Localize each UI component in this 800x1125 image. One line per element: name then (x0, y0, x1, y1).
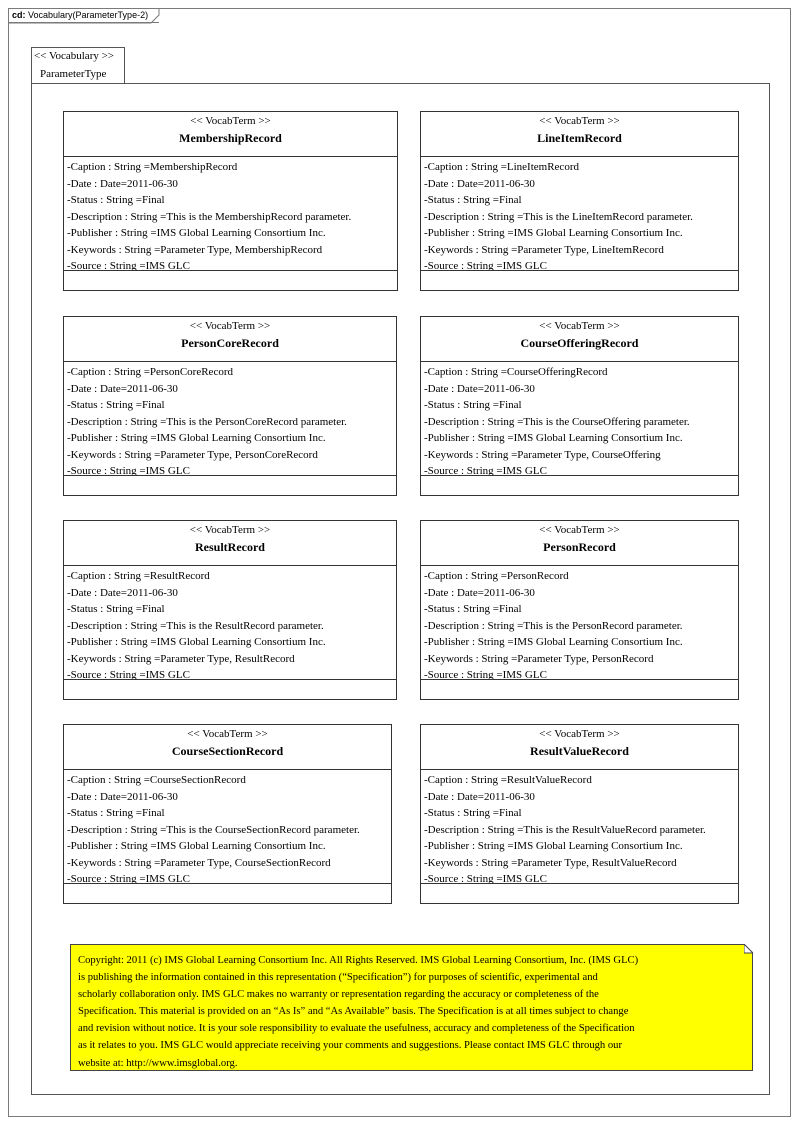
class-attribute: -Source : String =IMS GLC (67, 873, 190, 884)
class-attribute: -Status : String =Final (67, 603, 165, 615)
class-attributes (64, 770, 391, 884)
package-name: ParameterType (40, 68, 107, 80)
class-attribute: -Keywords : String =Parameter Type, ResultValueRecord (424, 856, 677, 869)
class-stereotype: << VocabTerm >> (539, 524, 620, 536)
frame-label (12, 9, 148, 21)
class-header (421, 521, 738, 566)
class-attribute: -Keywords : String =Parameter Type, CourseSectionRecord (67, 856, 331, 869)
class-attribute: -Description : String =This is the ResultRecord parameter. (67, 619, 324, 632)
note-line: is publishing the information contained in this representation (“Specification”) for purposes of scientific, experimental and (78, 972, 598, 984)
class-attribute: -Publisher : String =IMS Global Learning Consortium Inc. (424, 636, 683, 648)
class-attribute: -Caption : String =ResultValueRecord (424, 774, 592, 786)
class-name: PersonCoreRecord (181, 336, 279, 350)
class-name: PersonRecord (543, 540, 616, 554)
class-attribute: -Publisher : String =IMS Global Learning Consortium Inc. (424, 227, 683, 239)
class-box-membership-record (63, 111, 398, 291)
class-attribute: -Keywords : String =Parameter Type, CourseOffering (424, 448, 661, 461)
class-attribute: -Status : String =Final (67, 194, 165, 206)
class-attribute: -Source : String =IMS GLC (67, 669, 190, 680)
class-name: ResultRecord (195, 540, 265, 554)
class-attribute: -Date : Date=2011-06-30 (424, 382, 535, 395)
class-box-course-offering-record (420, 316, 739, 496)
class-attribute: -Date : Date=2011-06-30 (67, 177, 178, 190)
class-attribute: -Keywords : String =Parameter Type, PersonCoreRecord (67, 448, 318, 461)
package-stereotype: << Vocabulary >> (34, 50, 115, 62)
class-attribute: -Caption : String =CourseOfferingRecord (424, 366, 608, 378)
note-fold-corner-icon (744, 944, 753, 953)
class-attribute: -Status : String =Final (67, 399, 165, 411)
class-attribute: -Status : String =Final (424, 399, 522, 411)
class-attribute: -Keywords : String =Parameter Type, PersonRecord (424, 652, 654, 665)
class-attributes (421, 157, 738, 271)
note-line: as it relates to you. IMS GLC would appreciate receiving your comments and suggestions. Please contact IMS GLC through our (78, 1040, 622, 1052)
class-attribute: -Source : String =IMS GLC (424, 873, 547, 884)
class-attribute: -Status : String =Final (424, 194, 522, 206)
class-attribute: -Date : Date=2011-06-30 (424, 586, 535, 599)
note-line: Copyright: 2011 (c) IMS Global Learning Consortium Inc. All Rights Reserved. IMS Global Learning Consortium, Inc. (IMS GLC) (78, 955, 639, 966)
class-attribute: -Caption : String =ResultRecord (67, 570, 210, 582)
note-line: Specification. This material is provided on an “As Is” and “As Available” basis. The Specification is at all times subject to change (78, 1006, 629, 1018)
class-attribute: -Source : String =IMS GLC (67, 260, 190, 271)
class-attribute: -Publisher : String =IMS Global Learning Consortium Inc. (424, 840, 683, 852)
class-attribute: -Caption : String =PersonCoreRecord (67, 366, 233, 378)
class-attribute: -Caption : String =PersonRecord (424, 570, 569, 582)
package-tab (31, 47, 125, 84)
class-stereotype: << VocabTerm >> (539, 115, 620, 127)
class-header (421, 725, 738, 770)
class-attribute: -Description : String =This is the ResultValueRecord parameter. (424, 823, 706, 836)
class-box-result-record (63, 520, 397, 700)
class-attribute: -Publisher : String =IMS Global Learning Consortium Inc. (67, 636, 326, 648)
class-attribute: -Caption : String =MembershipRecord (67, 161, 238, 173)
class-attribute: -Status : String =Final (424, 807, 522, 819)
class-attributes (421, 566, 738, 680)
class-attribute: -Date : Date=2011-06-30 (67, 790, 178, 803)
note-line: and revision without notice. It is your sole responsibility to evaluate the usefulness, accuracy and completeness of the Specification (78, 1023, 635, 1035)
class-attribute: -Keywords : String =Parameter Type, MembershipRecord (67, 243, 323, 256)
class-attributes (421, 362, 738, 476)
class-attribute: -Source : String =IMS GLC (67, 465, 190, 476)
class-name: LineItemRecord (537, 131, 622, 145)
class-name: ResultValueRecord (530, 744, 629, 758)
class-attribute: -Source : String =IMS GLC (424, 669, 547, 680)
class-attribute: -Source : String =IMS GLC (424, 465, 547, 476)
class-box-person-core-record (63, 316, 397, 496)
class-name: MembershipRecord (179, 131, 282, 145)
class-attribute: -Status : String =Final (424, 603, 522, 615)
class-attributes (421, 770, 738, 884)
class-attribute: -Status : String =Final (67, 807, 165, 819)
class-attributes (64, 566, 396, 680)
class-attribute: -Description : String =This is the PersonCoreRecord parameter. (67, 415, 347, 428)
class-stereotype: << VocabTerm >> (539, 728, 620, 740)
class-attribute: -Publisher : String =IMS Global Learning Consortium Inc. (424, 432, 683, 444)
class-attribute: -Description : String =This is the LineItemRecord parameter. (424, 210, 693, 223)
class-attribute: -Publisher : String =IMS Global Learning Consortium Inc. (67, 432, 326, 444)
class-stereotype: << VocabTerm >> (187, 728, 268, 740)
class-attribute: -Keywords : String =Parameter Type, ResultRecord (67, 652, 295, 665)
class-box-line-item-record (420, 111, 739, 291)
class-name: CourseSectionRecord (171, 744, 284, 758)
class-attribute: -Publisher : String =IMS Global Learning Consortium Inc. (67, 840, 326, 852)
class-header (64, 725, 391, 770)
note-text (78, 952, 638, 1072)
copyright-note (70, 944, 753, 1071)
class-attribute: -Publisher : String =IMS Global Learning Consortium Inc. (67, 227, 326, 239)
class-attribute: -Date : Date=2011-06-30 (424, 177, 535, 190)
class-attribute: -Source : String =IMS GLC (424, 260, 547, 271)
class-attribute: -Description : String =This is the MembershipRecord parameter. (67, 210, 352, 223)
note-line: scholarly collaboration only. IMS GLC makes no warranty or representation regarding the accuracy or completeness of the (78, 989, 599, 1001)
class-header (421, 317, 738, 362)
class-attribute: -Description : String =This is the CourseOffering parameter. (424, 415, 690, 428)
class-header (421, 112, 738, 157)
class-attribute: -Description : String =This is the PersonRecord parameter. (424, 619, 683, 632)
class-attribute: -Caption : String =CourseSectionRecord (67, 774, 246, 786)
class-header (64, 521, 396, 566)
class-stereotype: << VocabTerm >> (189, 524, 271, 536)
frame-label-prefix: cd: (12, 10, 26, 20)
class-attributes (64, 157, 397, 271)
class-attribute: -Caption : String =LineItemRecord (424, 161, 579, 173)
class-stereotype: << VocabTerm >> (190, 115, 271, 127)
class-stereotype: << VocabTerm >> (539, 320, 620, 332)
class-attribute: -Date : Date=2011-06-30 (67, 382, 178, 395)
class-attributes (64, 362, 396, 476)
class-attribute: -Date : Date=2011-06-30 (67, 586, 178, 599)
class-stereotype: << VocabTerm >> (189, 320, 271, 332)
class-attribute: -Date : Date=2011-06-30 (424, 790, 535, 803)
class-attribute: -Keywords : String =Parameter Type, LineItemRecord (424, 243, 664, 256)
note-line: website at: http://www.imsglobal.org. (78, 1057, 238, 1069)
class-header (64, 112, 397, 157)
class-box-person-record (420, 520, 739, 700)
frame-label-text: Vocabulary(ParameterType-2) (28, 10, 149, 20)
class-box-course-section-record (63, 724, 392, 904)
class-header (64, 317, 396, 362)
class-name: CourseOfferingRecord (520, 336, 639, 350)
class-box-result-value-record (420, 724, 739, 904)
class-attribute: -Description : String =This is the CourseSectionRecord parameter. (67, 823, 360, 836)
